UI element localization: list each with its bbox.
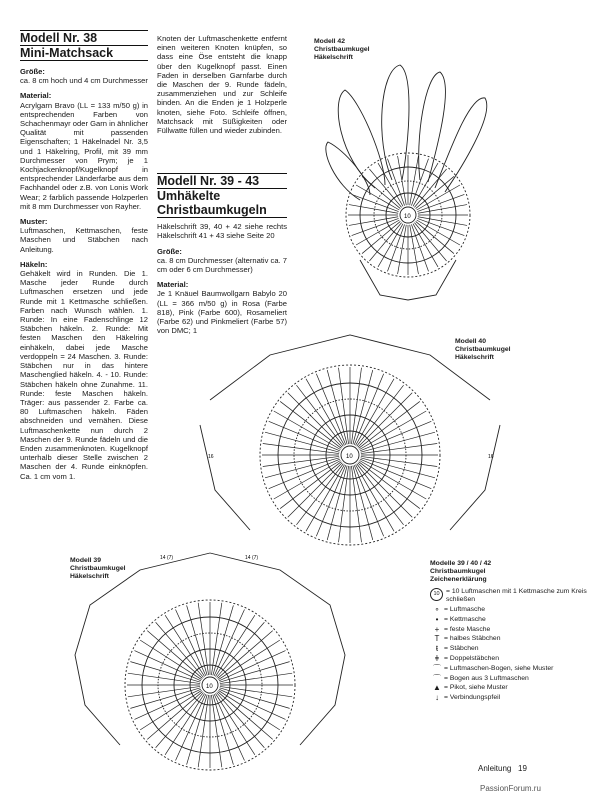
- model-38-number: Modell Nr. 38: [20, 31, 98, 45]
- model-39-title: Umhäkelte Christbaumkugeln: [157, 189, 267, 218]
- stitch-mark: [263, 456, 339, 466]
- stitch-mark: [357, 464, 404, 525]
- diagram-40-chain-label: 16: [488, 454, 494, 460]
- diagram-42-center-label: 10: [404, 214, 411, 220]
- legend-item-text: = Kettmasche: [444, 615, 486, 623]
- stitch-mark: [280, 462, 341, 509]
- chain-arc-icon: ⌒: [433, 663, 441, 673]
- legend-item: [430, 655, 595, 663]
- caption-model-42: [314, 38, 370, 62]
- legend-item-text: = 10 Luftmaschen mit 1 Kettmasche zum Kreis schließen: [446, 588, 587, 604]
- model-39-groesse-heading: Größe:: [157, 246, 182, 256]
- stitch-mark: [198, 695, 208, 767]
- stitch-mark: [218, 692, 273, 740]
- stitch-mark: [339, 368, 349, 444]
- petal: [338, 90, 385, 188]
- legend-item-text: = Luftmasche: [444, 606, 485, 613]
- caption-40-line3: Häkelschrift: [455, 354, 494, 361]
- legend-item: [430, 616, 595, 624]
- stitch-mark: [416, 176, 454, 208]
- legend-item: [430, 684, 595, 692]
- stitch-mark: [263, 444, 339, 454]
- groesse-heading: Größe:: [20, 67, 45, 76]
- picot-icon: ▲: [433, 683, 441, 693]
- crochet-diagram-42: [300, 60, 520, 310]
- caption-42-line1: Modell 42: [314, 38, 345, 45]
- arc-3-icon: ⌒: [433, 673, 441, 683]
- crochet-diagram-39: [60, 545, 360, 775]
- half-double-icon: T: [434, 634, 440, 644]
- material-heading: Material:: [20, 91, 52, 101]
- material-text: Acrylgarn Bravo (LL = 133 m/50 g) in entsprechenden Farben von Schachenmayr oder Garn in ähnlicher Qualität mit passenden Eigenschaften; 1 Häkelnadel Nr. 3,5 und 1 Häkelring, Profil, mit 39 mm Durchmesser von Prym; je 1 Kochjackenknopf/Kugelknopf in entsprechender Länderfarbe aus dem Fachhandel oder z.B. von Lonis Work Wear; 2 farblich passende Holzperlen mit 8 mm Durchmesser von Rayher.: [20, 100, 148, 211]
- legend-item-text: = Luftmaschen-Bogen, siehe Muster: [444, 664, 554, 672]
- stitch-mark: [156, 693, 204, 748]
- ring-icon: 10: [430, 588, 443, 601]
- caption-40-line1: Modell 40: [455, 338, 486, 345]
- diagram-39-center-label: 10: [206, 684, 213, 690]
- crochet-diagram-40: [190, 330, 510, 560]
- diagram-39-chain-label: 14 (7): [245, 555, 259, 561]
- stitch-mark: [361, 456, 437, 466]
- diagram-40-center-label: 10: [346, 454, 353, 460]
- legend-title-line2: Christbaumkugel: [430, 568, 486, 575]
- model-39-number: Modell Nr. 39 - 43: [157, 174, 260, 189]
- stitch-mark: [217, 693, 265, 748]
- legend: [430, 560, 595, 704]
- legend-item: [430, 606, 595, 614]
- caption-39-line3: Häkelschrift: [70, 573, 109, 580]
- legend-item: [430, 626, 595, 634]
- stitch-mark: [351, 466, 361, 542]
- treble-icon: ǂ: [434, 653, 440, 663]
- stitch-mark: [220, 686, 292, 696]
- footer-section: Anleitung: [478, 764, 512, 773]
- stitch-mark: [369, 223, 401, 261]
- legend-title-line1: Modelle 39 / 40 / 42: [430, 560, 492, 567]
- page-number: 19: [518, 764, 527, 773]
- legend-item-text: = Doppelstäbchen: [444, 654, 499, 662]
- stitch-mark: [211, 603, 221, 675]
- stitch-mark: [128, 686, 200, 696]
- model-39-groesse-text: ca. 8 cm Durchmesser (alternativ ca. 7 cm oder 6 cm Durchmesser): [157, 255, 287, 275]
- stitch-mark: [211, 695, 221, 767]
- stitch-mark: [156, 622, 204, 677]
- stitch-mark: [198, 603, 208, 675]
- watermark: PassionForum.ru: [480, 784, 541, 793]
- petal: [382, 65, 409, 180]
- legend-item-text: = feste Masche: [444, 625, 491, 633]
- groesse-text: ca. 8 cm hoch und 4 cm Durchmesser: [20, 76, 148, 86]
- model-39-rule-bottom: [157, 217, 287, 218]
- stitch-mark: [414, 223, 446, 261]
- stitch-mark: [369, 169, 401, 207]
- stitch-mark: [296, 385, 343, 446]
- stitch-mark: [359, 462, 420, 509]
- legend-item-text: = Verbindungspfeil: [444, 694, 501, 702]
- stitch-mark: [362, 221, 400, 253]
- stitch-mark: [362, 176, 400, 208]
- caption-39-line1: Modell 39: [70, 557, 101, 564]
- model-39-material-text: Je 1 Knäuel Baumwollgarn Babylo 20 (LL = 366 m/50 g) in Rosa (Farbe 818), Pink (Farbe 600), Rosameliert (Farbe 62) und Pinkmeliert (Farbe 57) von DMC; 1: [157, 289, 287, 336]
- haekeln-text: Gehäkelt wird in Runden. Die 1. Masche jeder Runde durch Luftmaschen ersetzen und jede Runde mit 1 Kettmasche schließen. Farben nach Wunsch wählen. 1. Runde: In eine Fadenschlinge 12 Stäbchen häkeln. 2. Runde: Mit festen Maschen den Häkelring einhäkeln, dabei jede Masche verdoppeln = 24 Maschen. 3. Runde: Stäbchen nur in das hintere Maschenglied häkeln. 4. - 10. Runde: Stäbchen häkeln ohne Zunahme. 11. Runde: feste Maschen häkeln. Träger: aus passender 2. Farbe ca. 80 Luftmaschen häkeln. Fäden abschneiden und vernähen. Diese Luftmaschenkette nun durch 2 Maschen der 9. Runde fädeln und die Enden zusammenknoten. Kugelknopf unterhalb dieser Stelle zwischen 2 Maschen der 4. Runde einknöpfen. Ca. 1 cm vom 1.: [20, 269, 148, 481]
- legend-item: [430, 675, 595, 683]
- slip-stitch-icon: •: [435, 614, 439, 624]
- single-crochet-icon: +: [434, 624, 440, 634]
- stitch-mark: [296, 464, 343, 525]
- legend-rows: [430, 588, 595, 702]
- stitch-mark: [147, 692, 202, 740]
- stitch-mark: [220, 673, 292, 683]
- diagram-39-chain-label: 14 (7): [160, 555, 174, 561]
- caption-42-line3: Häkelschrift: [314, 54, 353, 61]
- stitch-mark: [339, 466, 349, 542]
- caption-42-line2: Christbaumkugel: [314, 46, 370, 53]
- legend-item: [430, 665, 595, 673]
- legend-item: [430, 694, 595, 702]
- arrow-down-icon: ↓: [435, 693, 439, 703]
- petal: [435, 98, 487, 192]
- legend-item: [430, 635, 595, 643]
- legend-item: [430, 588, 595, 604]
- double-crochet-icon: ŧ: [435, 644, 439, 654]
- legend-item-text: = halbes Stäbchen: [444, 635, 501, 643]
- haekeln-heading: Häkeln:: [20, 259, 48, 269]
- muster-heading: Muster:: [20, 217, 48, 227]
- caption-39-line2: Christbaumkugel: [70, 565, 126, 572]
- model-39-intro: Häkelschrift 39, 40 + 42 siehe rechts Häkelschrift 41 + 43 siehe Seite 20: [157, 222, 287, 241]
- footer: [478, 764, 527, 773]
- stitch-mark: [218, 631, 273, 679]
- stitch-mark: [361, 444, 437, 454]
- stitch-mark: [128, 673, 200, 683]
- stitch-mark: [217, 622, 265, 677]
- stitch-mark: [416, 221, 454, 253]
- stitch-mark: [359, 401, 420, 448]
- legend-item: [430, 645, 595, 653]
- model-38-continued: Knoten der Luftmaschenkette entfernt einen weiteren Knoten knüpfen, so dass eine Öse entsteht die knapp über den Kugelknopf passt. Einen Faden in derselben Garnfarbe durch die Maschen der 9. Runde fädeln, zusammenziehen und zur Schleife binden. An die Enden je 1 Holzperle knoten, siehe Foto. Schleife öffnen, Matchsack mit Süßigkeiten oder Füllwatte füllen und wieder zubinden.: [157, 34, 287, 136]
- caption-40-line2: Christbaumkugel: [455, 346, 511, 353]
- legend-item-text: = Bogen aus 3 Luftmaschen: [444, 674, 529, 682]
- stitch-mark: [351, 368, 361, 444]
- model-39-column: [157, 34, 287, 335]
- legend-item-text: = Pikot, siehe Muster: [444, 684, 508, 692]
- model-38-title: Mini-Matchsack: [20, 46, 114, 60]
- stitch-mark: [357, 385, 404, 446]
- diagram-40-chain-label: 16: [208, 454, 214, 460]
- petal: [419, 72, 446, 182]
- model-39-material-heading: Material:: [157, 280, 189, 290]
- chain-icon: ∘: [434, 605, 440, 614]
- stitch-mark: [280, 401, 341, 448]
- legend-item-text: = Stäbchen: [444, 645, 479, 653]
- model-38-column: [20, 30, 148, 481]
- legend-title-line3: Zeichenerklärung: [430, 576, 487, 583]
- muster-text: Luftmaschen, Kettmaschen, feste Maschen und Stäbchen nach Anleitung.: [20, 226, 148, 254]
- title-rule-bottom: [20, 60, 148, 61]
- stitch-mark: [147, 631, 202, 679]
